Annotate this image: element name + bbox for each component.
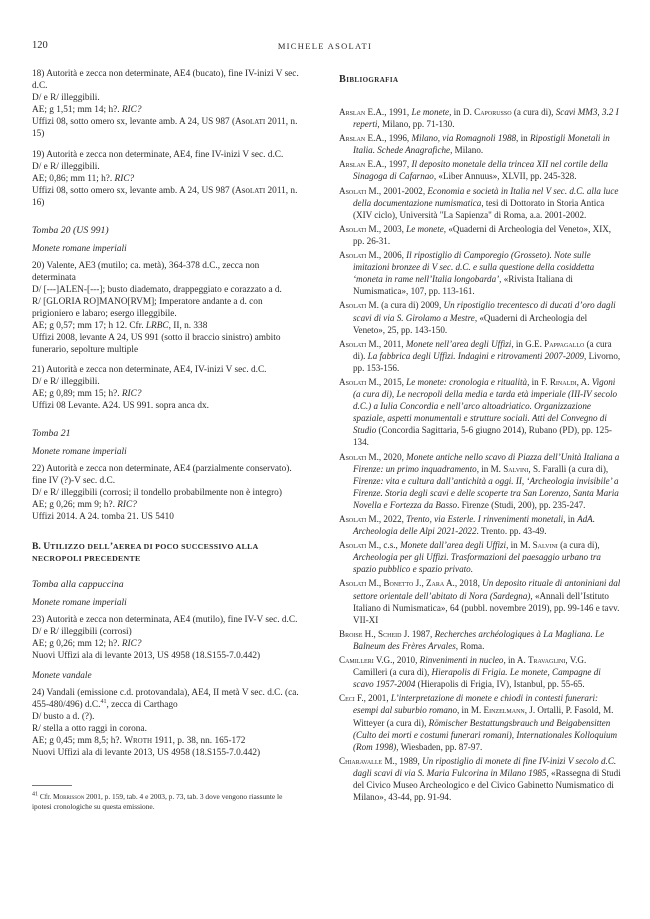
bibliography-entry: Arslan E.A., 1991, Le monete, in D. Caporusso (a cura di), Scavi MM3, 3.2 I reperti, Milano, pp. 71-130. (339, 107, 619, 130)
bibliography-entry: Asolati M., c.s., Monete dall’area degli Uffizi, in M. Salvini (a cura di), Archeologia per gli Uffizi. Trasformazioni del paesaggio urbano tra spazio pubblico e spazio privato. (339, 540, 601, 575)
catalog-entry-23 (32, 614, 300, 662)
bibliography-entry: Broise H., Scheid J. 1987, Recherches archéologiques à La Magliana. Le Balneum des Frères Arvales, Roma. (339, 628, 605, 651)
entry-description: 24) Vandali (emissione c.d. protovandala), AE4, II metà V sec. d.C. (ca. 455-480/496) d.C.$^{41}$, zecca di Carthago (32, 687, 299, 710)
page-header (32, 40, 618, 54)
catalog-entry-20 (32, 260, 300, 356)
bibliography-entry: Camilleri V.G., 2010, Rinvenimenti in nucleo, in A. Travaglini, V.G. Camilleri (a cura di), Hierapolis di Frigia. Le monete, Campagne di scavo 1957-2004 (Hierapolis di Frigia, IV), Istanbul, pp. 55-65. (339, 655, 601, 690)
entry-description: 20) Valente, AE3 (mutilo; ca. metà), 364-378 d.C., zecca non determinata (32, 260, 260, 283)
bibliography-entry: Asolati M., 2011, Monete nell’area degli Uffizi, in G.E. Pappagallo (a cura di). La fabbrica degli Uffizi. Indagini e ritrovamenti 2007-2009, Livorno, pp. 153-156. (339, 338, 621, 373)
tomb-20-heading: Tomba 20 (US 991) (32, 224, 109, 236)
bibliography-entry: Asolati M., 2015, Le monete: cronologia e ritualità, in F. Rinaldi, A. Vigoni (a cura di), Le necropoli della media e tarda età imperiale (III-IV secolo d.C.) a Iulia Concordia e nell’arco altoadriatico. Organizzazione spaziale, aspetti monumentali e strutture sociali. Atti del Convegno di Studio (Concordia Sagittaria, 5-6 giugno 2014), Rubano (PD), pp. 125-134. (339, 376, 618, 448)
footnote-number: 41 (32, 791, 38, 798)
entry-provenance: Uffizi 08, sotto omero sx, levante amb. A 24, US 987 (Asolati 2011, n. 16) (32, 185, 298, 208)
entry-metrics: AE; g 0,89; mm 15; h?. RIC? (32, 389, 142, 399)
entry-metrics: AE; 0,86; mm 11; h?. RIC? (32, 173, 135, 184)
page-number: 120 (32, 40, 48, 51)
running-head: MICHELE ASOLATI (277, 41, 373, 51)
catalog-entry-19 (32, 149, 300, 209)
entry-provenance: Nuovi Uffizi ala di levante 2013, US 4958 (18.S155-7.0.442) (32, 747, 261, 758)
entry-metrics: AE; g 0,26; mm 12; h?. RIC? (32, 639, 142, 649)
bibliography-heading: Bibliografia (339, 74, 399, 85)
tomb-21-heading: Tomba 21 (32, 428, 71, 439)
vandal-subheading: Monete vandale (32, 670, 92, 681)
entry-provenance: Uffizi 08 Levante. A24. US 991. sopra anca dx. (32, 401, 209, 411)
catalog-entry-21 (32, 364, 300, 412)
catalog-entry-18 (32, 68, 300, 140)
entry-obverse-reverse: D/ e R/ illeggibili. (32, 377, 100, 387)
cappuccina-heading: Tomba alla cappuccina (32, 579, 124, 590)
section-b-heading: B. UTILIZZO DELL’AEREA DI POCO SUCCESSIVO ALLA NECROPOLI PRECEDENTE (32, 541, 259, 563)
entry-description: 21) Autorità e zecca non determinate, AE4, IV-inizi V sec. d.C. (32, 365, 267, 375)
left-column (32, 68, 300, 812)
tomb-21-subheading: Monete romane imperiali (32, 447, 127, 457)
bibliography-entry: Asolati M., 2003, Le monete, «Quaderni di Archeologia del Veneto», XIX, pp. 26-31. (339, 223, 612, 246)
entry-metrics: AE; g 1,51; mm 14; h?. RIC? (32, 105, 142, 115)
entry-provenance: Uffizi 2014. A 24. tomba 21. US 5410 (32, 512, 174, 522)
bibliography-entry: Chiaravalle M., 1989, Un ripostiglio di monete di fine IV-inizi V secolo d.C. dagli scavi di via S. Maria Fulcorina in Milano 1985, «Rassegna di Studi del Civico Museo Archeologico e del Civico Gabinetto Numismatico di Milano», 43-44, pp. 91-94. (339, 755, 621, 803)
bibliography-entry: Asolati M., 2022, Trento, via Esterle. I rinvenimenti monetali, in AdA. Archeologia delle Alpi 2021-2022. Trento. pp. 43-49. (339, 514, 596, 537)
entry-metrics: AE; g 0,26; mm 9; h?. RIC? (32, 500, 137, 510)
entry-description: 23) Autorità e zecca non determinata, AE4 (mutilo), fine IV-V sec. d.C. (32, 615, 298, 625)
entry-description: 19) Autorità e zecca non determinate, AE4, fine IV-inizi V sec. d.C. (32, 149, 284, 160)
bibliography-list (339, 106, 621, 803)
bibliography-entry: Asolati M., 2006, Il ripostiglio di Camporegio (Grosseto). Note sulle imitazioni bronzee di V sec. d.C. e sulla questione della cosiddetta ‘moneta in rame nell’Italia longobarda’, «Rivista Italiana di Numismatica», 107, pp. 113-161. (339, 250, 595, 297)
entry-obverse-reverse: D/ e R/ illeggibili. (32, 161, 100, 172)
right-column (339, 68, 621, 805)
entry-reverse: R/ [GLORIA RO]MANO[RVM]; Imperatore andante a d. con prigioniero e labaro; esergo illeggibile. (32, 296, 263, 319)
bibliography-entry: Arslan E.A., 1996, Milano, via Romagnoli 1988, in Ripostigli Monetali in Italia. Schede Anagrafiche, Milano. (339, 133, 610, 156)
entry-description: 18) Autorità e zecca non determinate, AE4 (bucato), fine IV-inizi V sec. d.C. (32, 69, 299, 91)
entry-metrics: AE; g 0,57; mm 17; h 12. Cfr. LRBC, II, n. 338 (32, 320, 208, 331)
entry-provenance: Nuovi Uffizi ala di levante 2013, US 4958 (18.S155-7.0.442) (32, 651, 261, 661)
catalog-entry-24 (32, 687, 300, 759)
entry-provenance: Uffizi 2008, levante A 24, US 991 (sotto il braccio sinistro) ambito funerario, sepolture multiple (32, 332, 281, 355)
entry-obverse-reverse: D/ e R/ illeggibili. (32, 93, 100, 103)
footnote-ref[interactable]: 41 (100, 698, 107, 705)
bibliography-entry: Asolati M., 2020, Monete antiche nello scavo di Piazza dell’Unità Italiana a Firenze: un primo inquadramento, in M. Salvini, S. Faralli (a cura di), Firenze: vita e cultura dall’antichità a oggi. II, ‘Archeologia invisibile’ a Firenze. Storia degli scavi e delle scoperte tra San Lorenzo, Santa Maria Novella e Fortezza da Basso. Firenze (Studi, 200), pp. 235-247. (339, 451, 620, 510)
bibliography-entry: Asolati M. (a cura di) 2009, Un ripostiglio trecentesco di ducati d’oro dagli scavi di via S. Girolamo a Mestre, «Quaderni di Archeologia del Veneto», 25, pp. 143-150. (339, 300, 616, 335)
entry-obverse-reverse: D/ e R/ illeggibili (corrosi; il tondello probabilmente non è integro) (32, 488, 282, 498)
bibliography-entry: Asolati M., Bonetto J., Zara A., 2018, Un deposito rituale di antoniniani dal settore orientale dell’abitato di Nora (Sardegna), «Annali dell’Istituto Italiano di Numismatica», 64 (pubbl. novembre 2019), pp. 99-146 e tavv. VII-XI (339, 578, 621, 625)
entry-obverse: D/ [---]ALEN-[---]; busto diademato, drappeggiato e corazzato a d. (32, 284, 282, 295)
entry-metrics: AE; g 0,45; mm 8,5; h?. Wroth 1911, p. 38, nn. 165-172 (32, 735, 246, 746)
footnote-rule (32, 785, 72, 786)
footnote-41: $^{41}$ Cfr. Morrisson 2001, p. 159, tab. 4 e 2003, p. 73, tab. 3 dove vengono riassunte le ipotesi cronologiche su questa emissione. (32, 791, 283, 811)
entry-provenance: Uffizi 08, sotto omero sx, levante amb. A 24, US 987 (Asolati 2011, n. 15) (32, 117, 298, 139)
bibliography-entry: Ceci F., 2001, L’interpretazione di monete e chiodi in contesti funerari: esempi dal suburbio romano, in M. Einzelmann, J. Ortalli, P. Fasold, M. Witteyer (a cura di), Römischer Bestattungsbrauch und Beigabensitten (Culto dei morti e costumi funerari romani), Internationales Kolloquium (Rom 1998), Wiesbaden, pp. 87-97. (339, 693, 618, 752)
entry-obverse: D/ busto a d. (?). (32, 711, 95, 722)
entry-reverse: R/ stella a otto raggi in corona. (32, 723, 147, 734)
catalog-entry-22 (32, 463, 300, 523)
bibliography-entry: Arslan E.A., 1997, Il deposito monetale della trincea XII nel cortile della Sinagoga di Cafarnao, «Liber Annuus», XLVII, pp. 245-328. (339, 159, 608, 182)
entry-obverse-reverse: D/ e R/ illeggibili (corrosi) (32, 627, 132, 637)
entry-description: 22) Autorità e zecca non determinate, AE4 (parzialmente conservato). fine IV (?)-V sec. d.C. (32, 464, 292, 486)
bibliography-entry: Asolati M., 2001-2002, Economia e società in Italia nel V sec. d.C. alla luce della documentazione numismatica, tesi di Dottorato in Storia Antica (XIV ciclo), Università "La Sapienza" di Roma, a.a. 2001-2002. (339, 185, 619, 220)
tomb-20-subheading: Monete romane imperiali (32, 243, 127, 254)
cappuccina-subheading: Monete romane imperiali (32, 598, 127, 608)
